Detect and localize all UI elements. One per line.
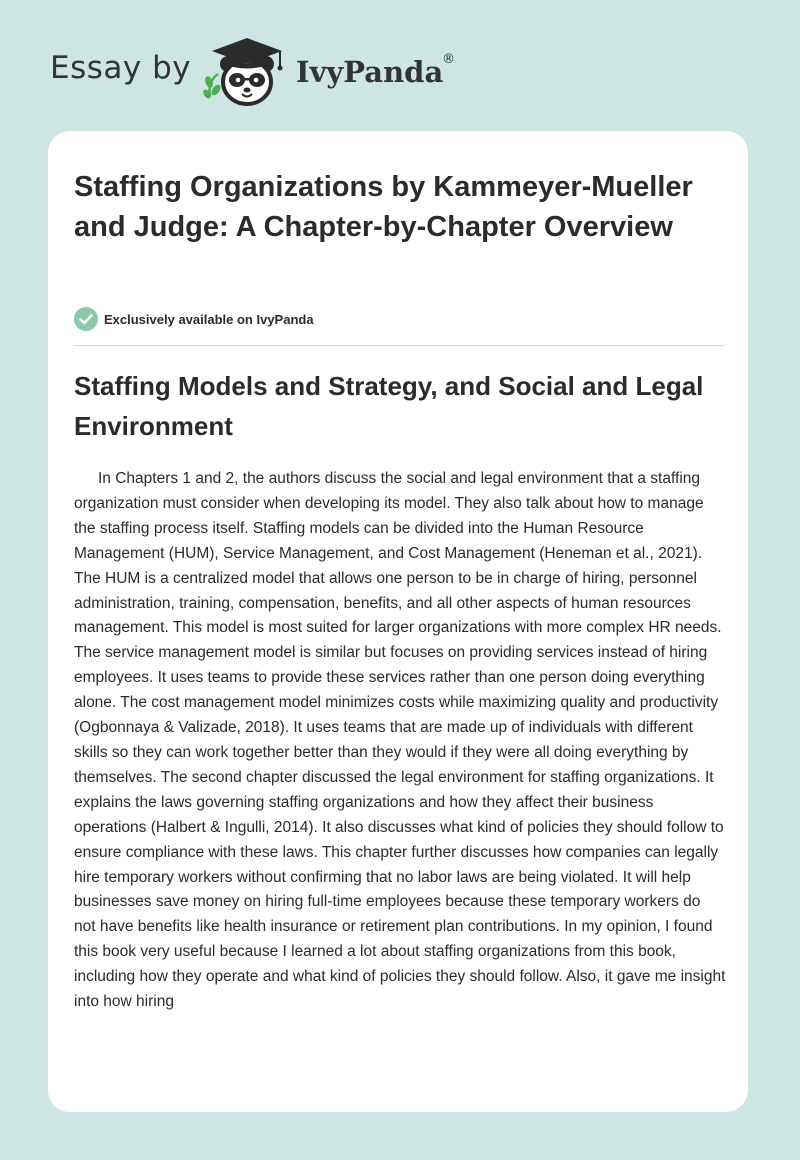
body-paragraph: In Chapters 1 and 2, the authors discuss the social and legal environment that a staffing organization must consider when developing its model. They also talk about how to manage the staffing process itself. Staffing models can be divided into the Human Resource Management (HUM), Service Management, and Cost Management (Heneman et al., 2021). The HUM is a centralized model that allows one person to be in charge of hiring, personnel administration, training, compensation, benefits, and all other aspects of human resources management. This model is most suited for larger organizations with more complex HR needs. The service management model is similar but focuses on providing services instead of hiring employees. It uses teams to provide these services rather than one person doing everything alone. The cost management model minimizes costs while maximizing quality and productivity (Ogbonnaya & Valizade, 2018). It uses teams that are made up of individuals with different skills so they can work together better than they would if they were all doing everything by themselves. The second chapter discussed the legal environment for staffing organizations. It explains the laws governing staffing organizations and how they affect their business operations (Halbert & Ingulli, 2014). It also discusses what kind of policies they should follow to ensure compliance with these laws. This chapter further discusses how companies can legally hire temporary workers without confirming that no labor laws are being violated. It will help businesses save money on hiring full-time employees because these temporary workers do not have benefits like health insurance or retirement plan contributions. In my opinion, I found this book very useful because I learned a lot about staffing organizations from this book, including how they operate and what kind of policies they should follow. Also, it gave me insight into how hiring — [74, 470, 726, 1011]
check-circle-icon — [74, 307, 98, 331]
exclusive-badge-text: Exclusively available on IvyPanda — [104, 311, 314, 327]
article-title: Staffing Organizations by Kammeyer-Mueller and Judge: A Chapter-by-Chapter Overview — [74, 171, 693, 243]
panda-graduate-icon[interactable] — [200, 34, 292, 110]
site-header — [0, 0, 800, 130]
article-card — [48, 131, 748, 1112]
essay-by-label: Essay by — [50, 50, 192, 86]
exclusive-badge — [74, 307, 314, 331]
brand-name[interactable]: IvyPanda — [296, 55, 444, 89]
title-divider — [74, 345, 724, 346]
section-heading: Staffing Models and Strategy, and Social and Legal Environment — [74, 371, 704, 441]
registered-mark: ® — [442, 52, 455, 67]
